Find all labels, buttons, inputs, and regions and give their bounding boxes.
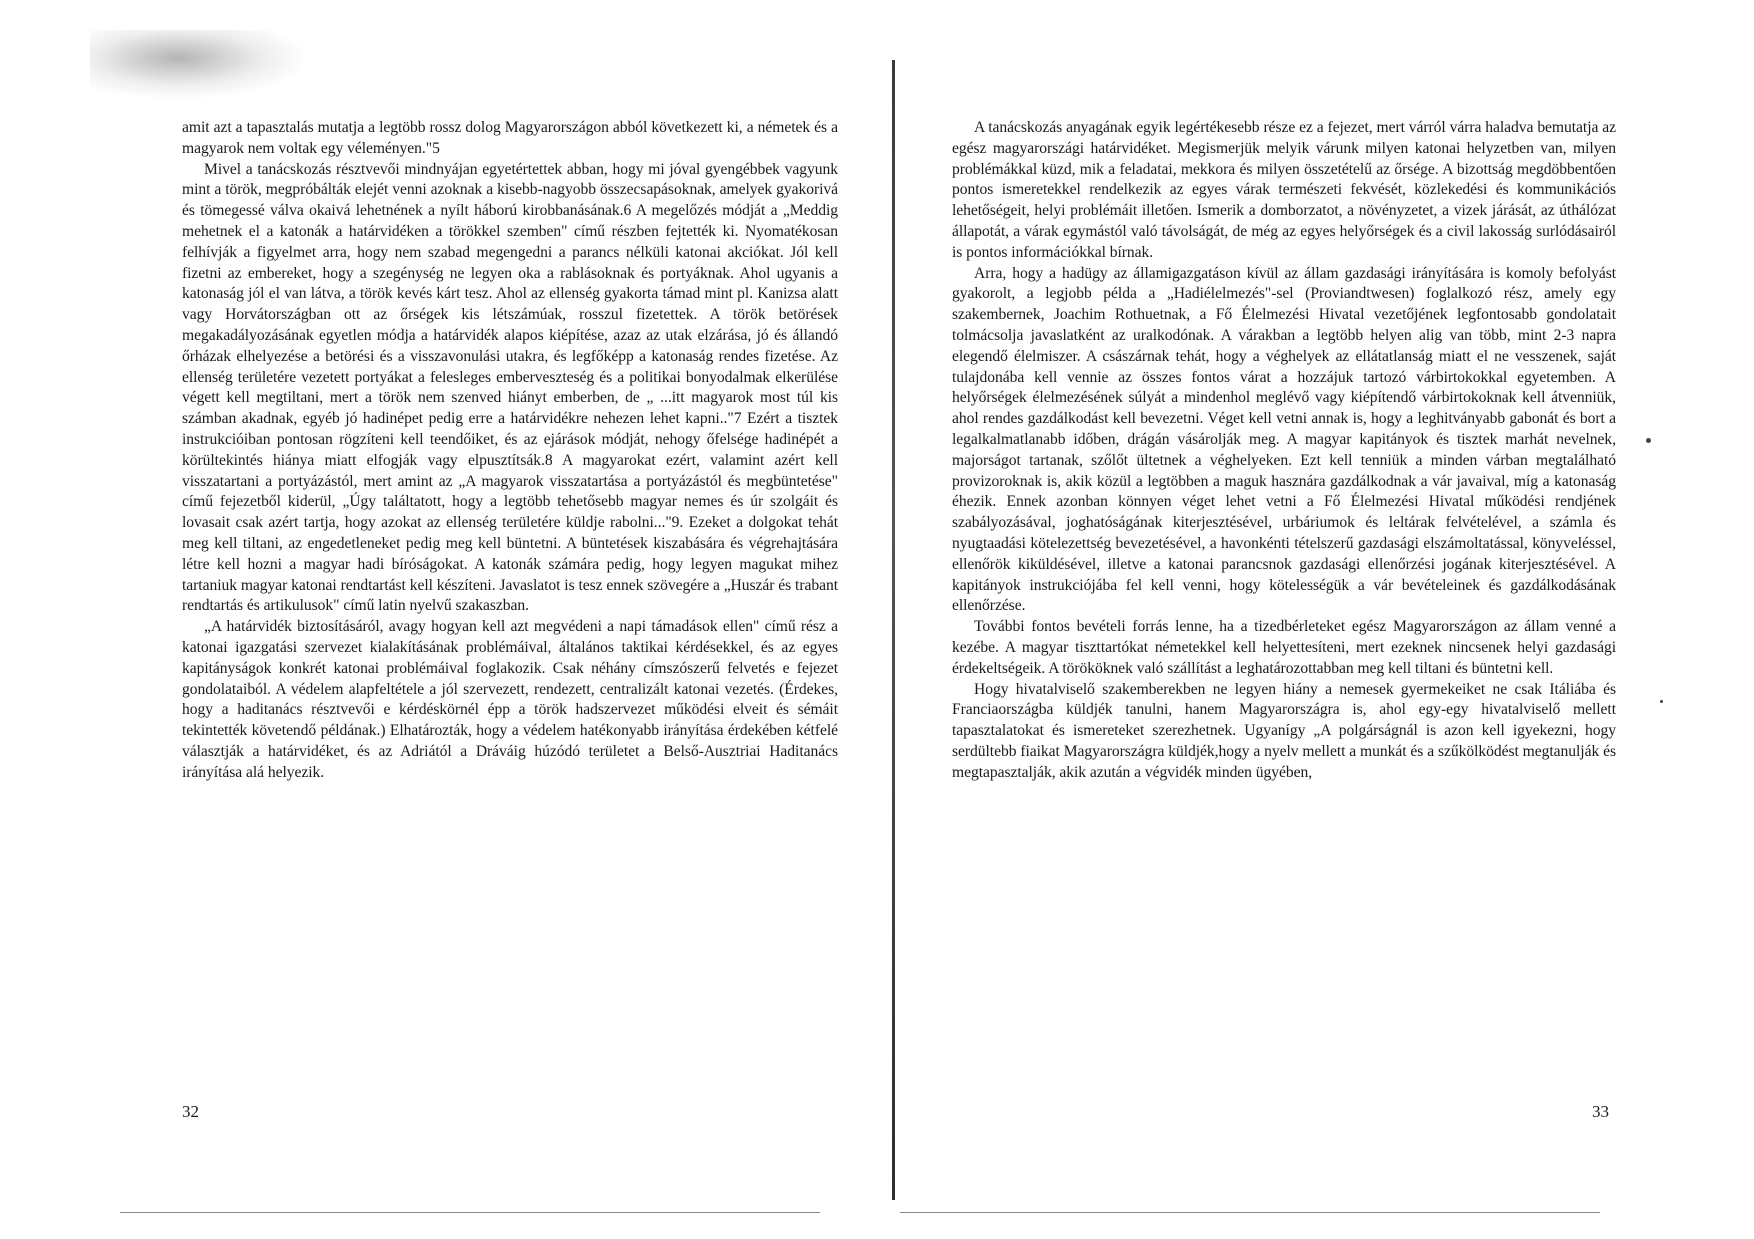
- left-page: [182, 118, 838, 784]
- scan-speck: [1660, 700, 1663, 703]
- left-paragraph-2: Mivel a tanácskozás résztvevői mindnyájan egyetértettek abban, hogy mi jóval gyengébbek vagyunk mint a török, megpróbálták elejét venni azoknak a kisebb-nagyobb összecsapásoknak, amelyek gyakorivá és tömegessé válva okaivá lehetnének a nyílt háború kirobbanásának.6 A megelőzés módját a „Meddig mehetnek el a katonák a határvidéken a törökkel szemben" című részben fejtették ki. Nyomatékosan felhívják a figyelmet arra, hogy nem szabad megengedni a parancs nélküli katonai akciókat. Jól kell fizetni az embereket, hogy a szegénység ne legyen oka a rablásoknak és portyáknak. Ahol ugyanis a katonaság jól el van látva, a török kevés kárt tesz. Ahol az ellenség gyakorta támad mint pl. Kanizsa alatt vagy Horvátországban ott az őrségek kis létszámúak, rosszul fizetettek. A török betörések megakadályozásának egyetlen módja a határvidék alapos kiépítése, azaz az utak elzárása, jó és állandó őrházak elhelyezése a betörési és a visszavonulási utakra, és legfőképp a katonaság rendes fizetése. Az ellenség területére vezetett portyákat a felesleges emberveszteség és a politikai bonyodalmak elkerülése végett kell megtiltani, mert a török nem szenved hiányt emberben, de „ ...itt magyarok most túl kis számban akadnak, egyéb jó hadinépet pedig erre a határvidékre nehezen lehet kapni.."7 Ezért a tisztek instrukcióiban pontosan rögzíteni kell teendőiket, és az ejárások módját, nehogy őfelsége hadinépét a körültekintés hiánya miatt elfogják vagy elpusztítsák.8 A magyarokat ezért, valamint azért kell visszatartani a portyázástól, mert amint az „A magyarok visszatartása a portyázástól és megbüntetése" című fejezetből kiderül, „Úgy találtatott, hogy a legtöbb tehetősebb magyar nemes és úr szolgáit és lovasait csak azért tartja, hogy azokat az ellenség területére küldje rabolni..."9. Ezeket a dolgokat tehát meg kell tiltani, az engedetleneket pedig meg kell büntetni. A büntetések kiszabására és végrehajtására létre kell hozni a magyar hadi bíróságokat. A katonák számára pedig, hogy legyen magukat mihez tartaniuk magyar katonai rendtartást kell készíteni. Javaslatot is tesz ennek szövegére a „Huszár és trabant rendtartás és artikulusok" című latin nyelvű szakaszban.: [182, 160, 838, 615]
- right-page: [952, 118, 1616, 784]
- scan-speck: [1646, 438, 1651, 443]
- page-number-left: 32: [182, 1102, 199, 1121]
- right-paragraph-1: A tanácskozás anyagának egyik legértékesebb része ez a fejezet, mert várról várra haladva bemutatja az egész magyarországi határvidéket. Megismerjük melyik várunk milyen katonai helyzetben van, milyen problémákkal küzd, mik a feladatai, mekkora és milyen összetételű az őrsége. A bizottság megdöbbentően pontos ismeretekkel rendelkezik az egyes várak természeti fekvését, közlekedési és kommunikációs lehetőségeit, helyi problémáit illetően. Ismerik a domborzatot, a növényzetet, a vizek járását, az úthálózat állapotát, a várak egymástól való távolságát, de még az egyes helyőrségek és a civil lakosság surlódásairól is pontos információkkal bírnak.: [952, 119, 1616, 261]
- left-paragraph-1: amit azt a tapasztalás mutatja a legtöbb rossz dolog Magyarországon abból következett ki, a németek és a magyarok nem voltak egy véleményen."5: [182, 119, 838, 157]
- right-paragraph-3: További fontos bevételi forrás lenne, ha a tizedbérleteket egész Magyarországon az állam venné a kezébe. A magyar tiszttartókat németekkel kell helyettesíteni, mert ezeknek nincsenek helyi gazdasági érdekeltségeik. A törököknek való szállítást a leghatározottabban meg kell tiltani és büntetni kell.: [952, 618, 1616, 677]
- scan-smudge: [90, 30, 310, 100]
- page-number-right: 33: [1592, 1102, 1609, 1121]
- page-edge-right: [900, 1212, 1600, 1213]
- left-paragraph-3: „A határvidék biztosításáról, avagy hogyan kell azt megvédeni a napi támadások ellen" című rész a katonai igazgatási szervezet kialakításának problémáival, általános taktikai kérdésekkel, és az egyes kapitányságok konkrét katonai problémáival foglakozik. Csak néhány címszószerű felvetés e fejezet gondolataiból. A védelem alapfeltétele a jól szervezett, rendezett, centralizált katonai vezetés. (Érdekes, hogy a haditanács résztvevői e kérdéskörnél épp a török hadszervezet működési elveit és sémáit tekintették követendő példának.) Elhatározták, hogy a védelem hatékonyabb irányítása érdekében kétfelé választják a határvidéket, és az Adriától a Dráváig húzódó területet a Belső-Ausztriai Haditanács irányítása alá helyezik.: [182, 618, 838, 781]
- book-gutter: [892, 60, 895, 1200]
- right-paragraph-2: Arra, hogy a hadügy az államigazgatáson kívül az állam gazdasági irányítására is komoly befolyást gyakorolt, a legjobb példa a „Hadiélelmezés"-sel (Proviandtwesen) foglalkozó rész, amely egy szakembernek, Joachim Rothuetnak, a Fő Élelmezési Hivatal vezetőjének legfontosabb gondolatait tolmácsolja javaslatként az uralkodónak. A várakban a legtöbb helyen alig van több, mint 2-3 napra elegendő élelmiszer. A császárnak tehát, hogy a véghelyek az ellátatlanság miatt el ne vesszenek, saját tulajdonába kell vennie az összes fontos várat a hozzájuk tartozó várbirtokokkal egyetemben. A helyőrségek élelmezésének súlyát a mindenhol meglévő vagy kiépítendő várbirtokoknak kell átvenniük, ahol rendes gazdálkodást kell bevezetni. Véget kell vetni annak is, hogy a leghitványabb gabonát és bort a legalkalmatlanabb időben, drágán vásárolják meg. A magyar kapitányok és tisztek marhát nevelnek, majorságot tartanak, szőlőt ültetnek a véghelyeken. Ezt kell tenniük a minden várban megtalálható provizoroknak is, akik közül a legtöbben a maguk hasznára gazdálkodnak a vár javaival, míg a katonaság éhezik. Ennek azonban könnyen véget lehet vetni a Fő Élelmezési Hivatal működési rendjének szabályozásával, joghatóságának kiterjesztésével, urbáriumok és leltárak felvételével, a számla és nyugtaadási kötelezettség bevezetésével, a havonkénti tételszerű gazdasági elszámoltatással, könyveléssel, ellenőrök kiküldésével, illetve a katonai parancsnok gazdasági ellenőrzési jogának kiterjesztésével. A kapitányok instrukciójába fel kell venni, hogy kötelességük a vár bevételeinek és gazdálkodásának ellenőrzése.: [952, 264, 1616, 615]
- page-edge-left: [120, 1212, 820, 1213]
- right-paragraph-4: Hogy hivatalviselő szakemberekben ne legyen hiány a nemesek gyermekeiket ne csak Itáliába és Franciaországba küldjék tanulni, hanem Magyarországra is, ahol egy-egy hivatalviselő mellett tapasztalatokat és ismereteket szerezhetnek. Ugyanígy „A polgárságnál is azon kell igyekezni, hogy serdültebb fiaikat Magyarországra küldjék,hogy a nyelv mellett a munkát és a szűkölködést megtanulják és megtapasztalják, akik azután a végvidék minden ügyében,: [952, 680, 1616, 781]
